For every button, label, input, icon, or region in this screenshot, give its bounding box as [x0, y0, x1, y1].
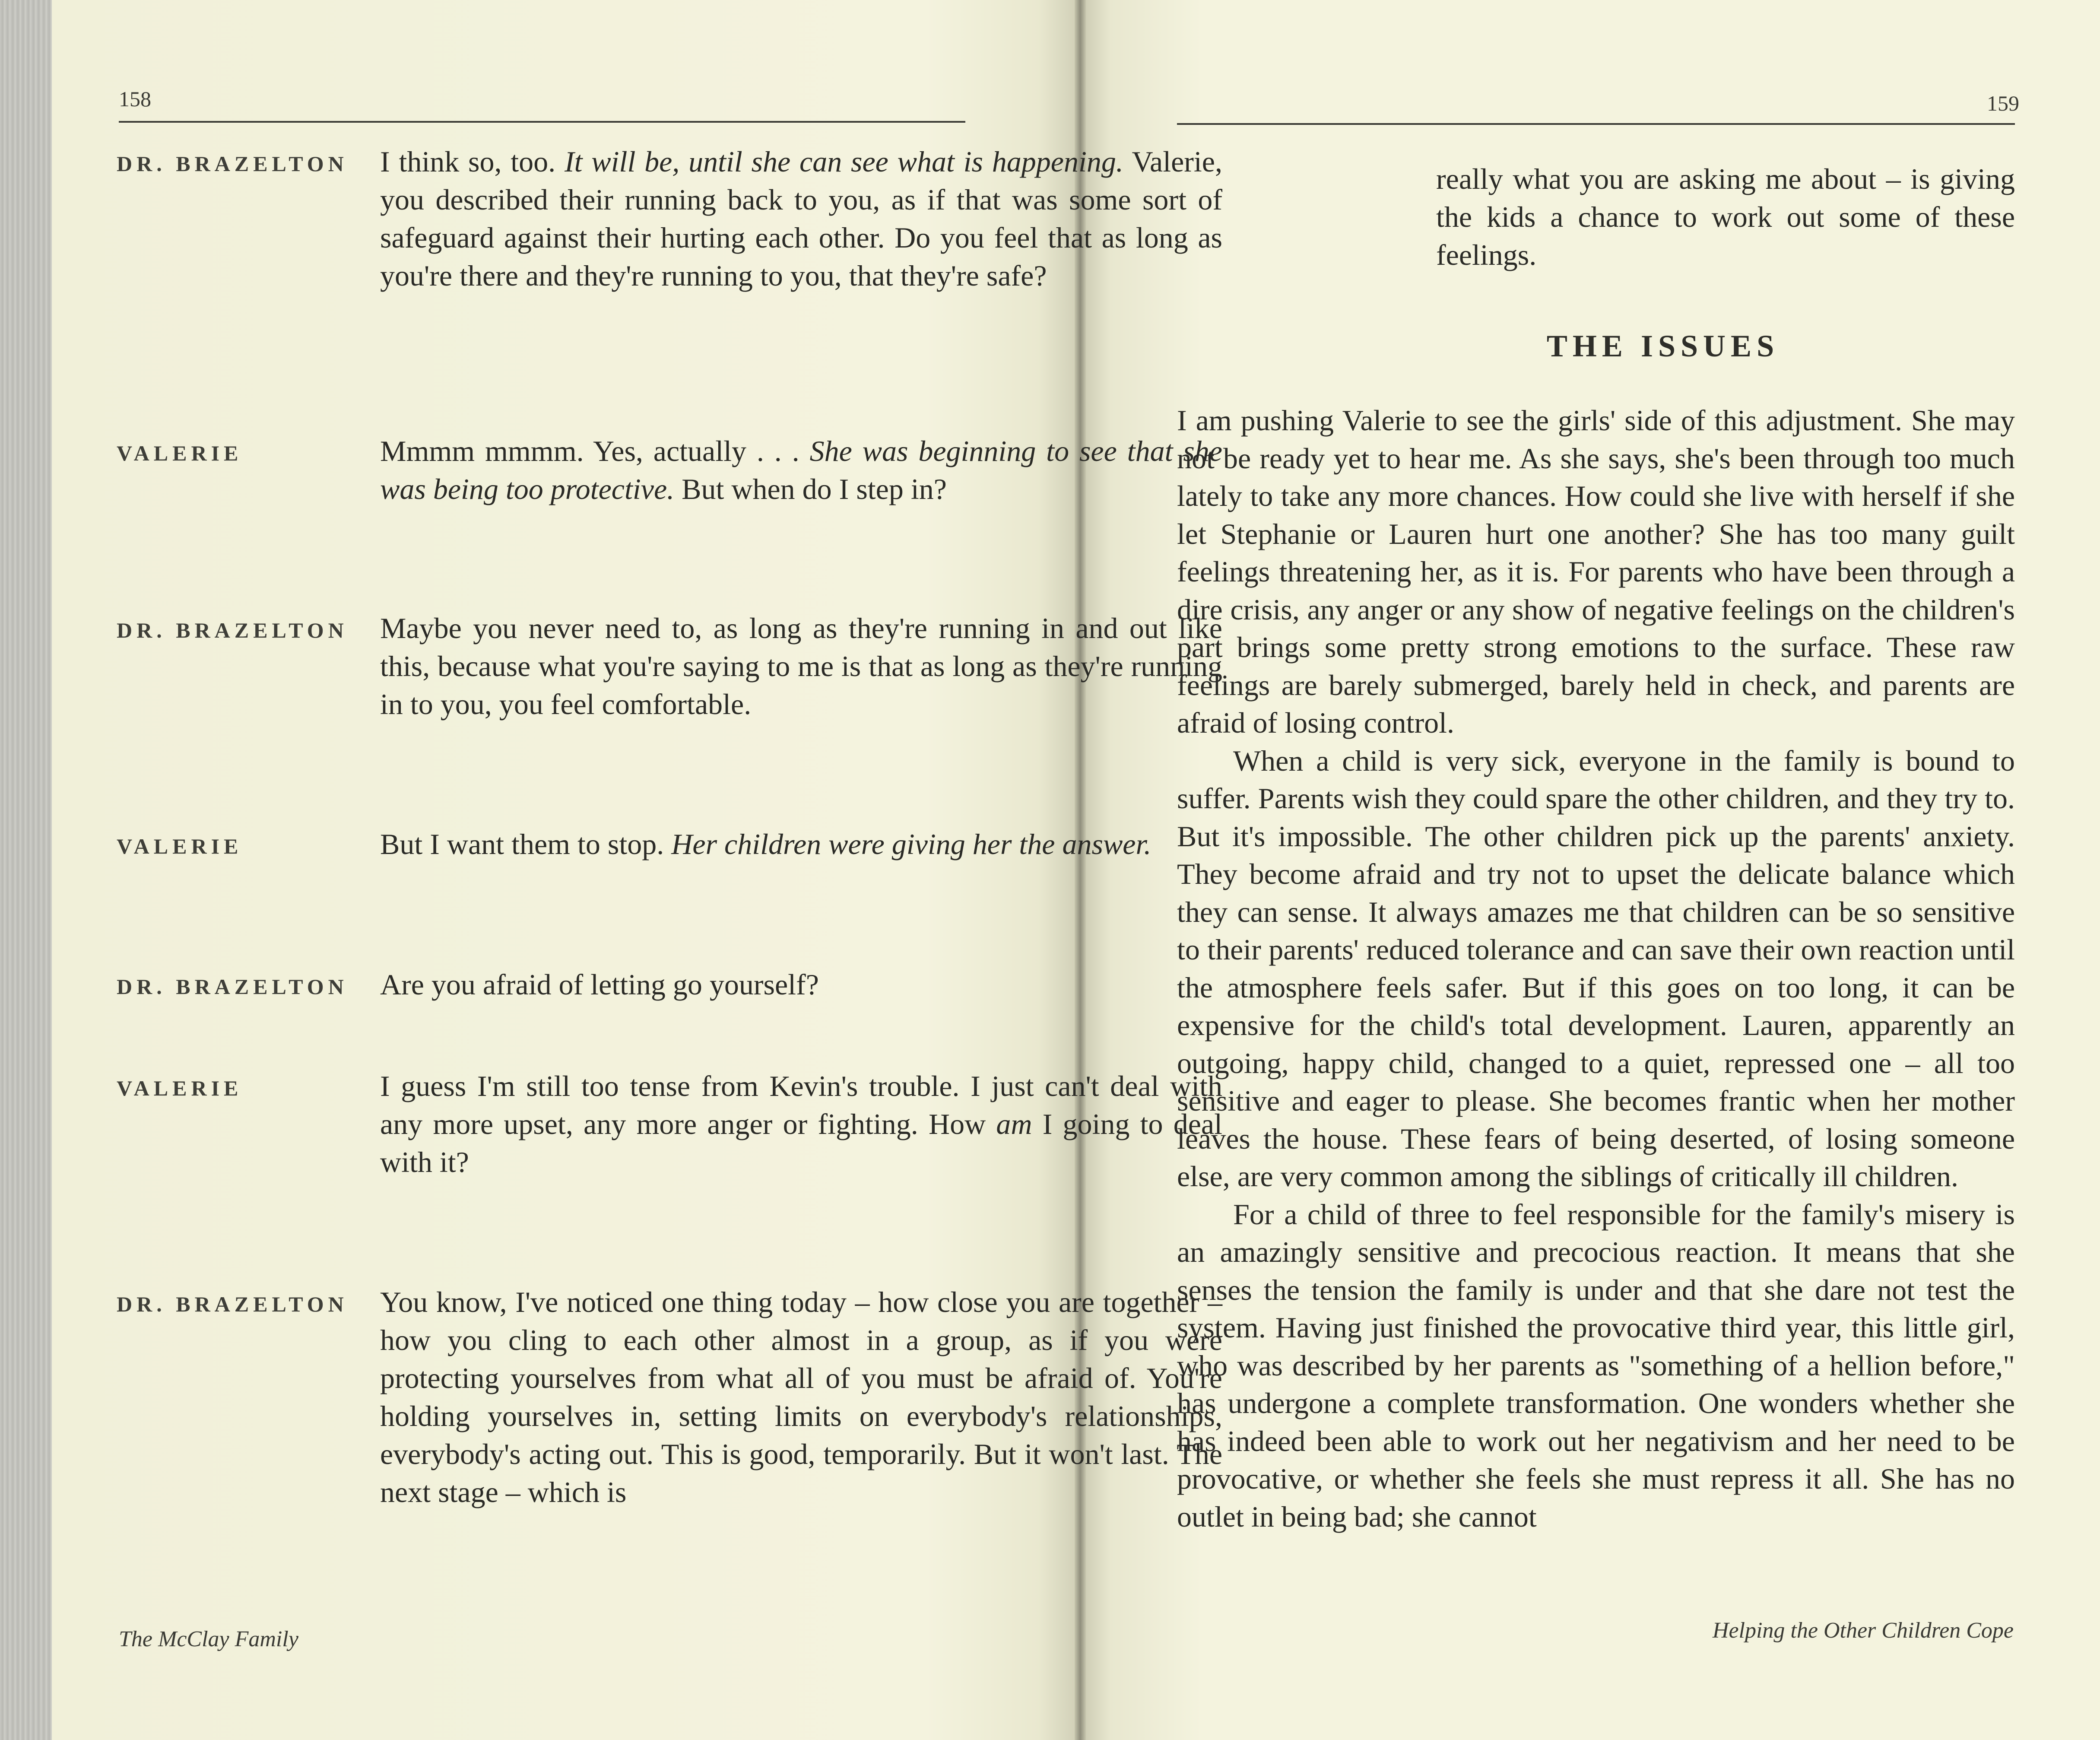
speaker-label: VALERIE [117, 1076, 243, 1100]
speaker-label: DR. BRAZELTON [117, 1292, 348, 1316]
speaker-label: VALERIE [117, 834, 243, 858]
speaker-label: VALERIE [117, 441, 243, 465]
dialogue-continuation: really what you are asking me about – is giving the kids a chance to work out some of these feelings. [1436, 162, 2015, 271]
speaker-label: DR. BRAZELTON [117, 975, 348, 999]
paragraph: For a child of three to feel responsible for the family's misery is an amazingly sensitive and precocious reaction. It means that she senses the tension the family is under and that she dare not test the system. Having just finished the provocative third year, this little girl, who was described by her parents as "something of a hellion before," has undergone a complete transformation. One wonders whether she has indeed been able to work out her negativism and her need to be provocative, or whether she feels she must repress it all. She has no outlet in being bad; she cannot [1177, 1197, 2015, 1533]
page-number-left: 158 [119, 87, 151, 111]
speaker-label: DR. BRAZELTON [117, 618, 348, 642]
dialogue-text: Mmmm mmmm. Yes, actually . . . She was beginning to see that she was being too protective. But when do I step in? [380, 435, 1222, 505]
header-rule-right [1177, 123, 2015, 125]
paragraph: When a child is very sick, everyone in the family is bound to suffer. Parents wish they could spare the other children, and they try to. But it's impossible. The other children pick up the parents' anxiety. They become afraid and try not to upset the delicate balance which they can sense. It always amazes me that children can be so sensitive to their parents' reduced tolerance and can save their own reaction until the atmosphere feels safer. But if this goes on too long, it can be expensive for the child's total development. Lauren, apparently an outgoing, happy child, changed to a quiet, repressed one – all too sensitive and eager to please. She becomes frantic when her mother leaves the house. These fears of being deserted, of losing someone else, are very common among the siblings of critically ill children. [1177, 744, 2015, 1193]
dialogue-text: I think so, too. It will be, until she can see what is happening. Valerie, you described their running back to you, as if that was some sort of safeguard against their hurting each other. Do you feel that as long as you're there and they're running to you, that they're safe? [380, 145, 1222, 292]
section-heading: THE ISSUES [1546, 329, 1780, 363]
running-footer-left: The McClay Family [119, 1627, 298, 1651]
speaker-label: DR. BRAZELTON [117, 152, 348, 176]
dialogue-text: I guess I'm still too tense from Kevin's trouble. I just can't deal with any more upset, any more anger or fighting. How am I going to deal with it? [380, 1070, 1223, 1178]
dialogue-text: Maybe you never need to, as long as they're running in and out like this, because what you're saying to me is that as long as they're running in to you, you feel comfortable. [380, 612, 1222, 721]
header-rule-left [119, 121, 965, 123]
paragraph: I am pushing Valerie to see the girls' side of this adjustment. She may not be ready yet to hear me. As she says, she's been through too much lately to take any more chances. How could she live with herself if she let Stephanie or Lauren hurt one another? She has too many guilt feelings threatening her, as it is. For parents who have been through a dire crisis, any anger or any show of negative feelings on the children's part brings some pretty strong emotions to the surface. These raw feelings are barely submerged, barely held in check, and parents are afraid of losing control. [1177, 404, 2015, 739]
dialogue-text: You know, I've noticed one thing today – how close you are together – how you cling to each other almost in a group, as if you were protecting yourselves from what all of you must be afraid of. You're holding yourselves in, setting limits on everybody's relationships, everybody's acting out. This is good, temporarily. But it won't last. The next stage – which is [380, 1286, 1222, 1508]
running-footer-right: Helping the Other Children Cope [1712, 1618, 2014, 1643]
dialogue-text: Are you afraid of letting go yourself? [380, 968, 819, 1001]
page-number-right: 159 [1987, 91, 2019, 115]
dialogue-text: But I want them to stop. Her children were giving her the answer. [380, 828, 1152, 860]
page-edge [0, 0, 52, 1740]
body-text [1177, 402, 2015, 1536]
